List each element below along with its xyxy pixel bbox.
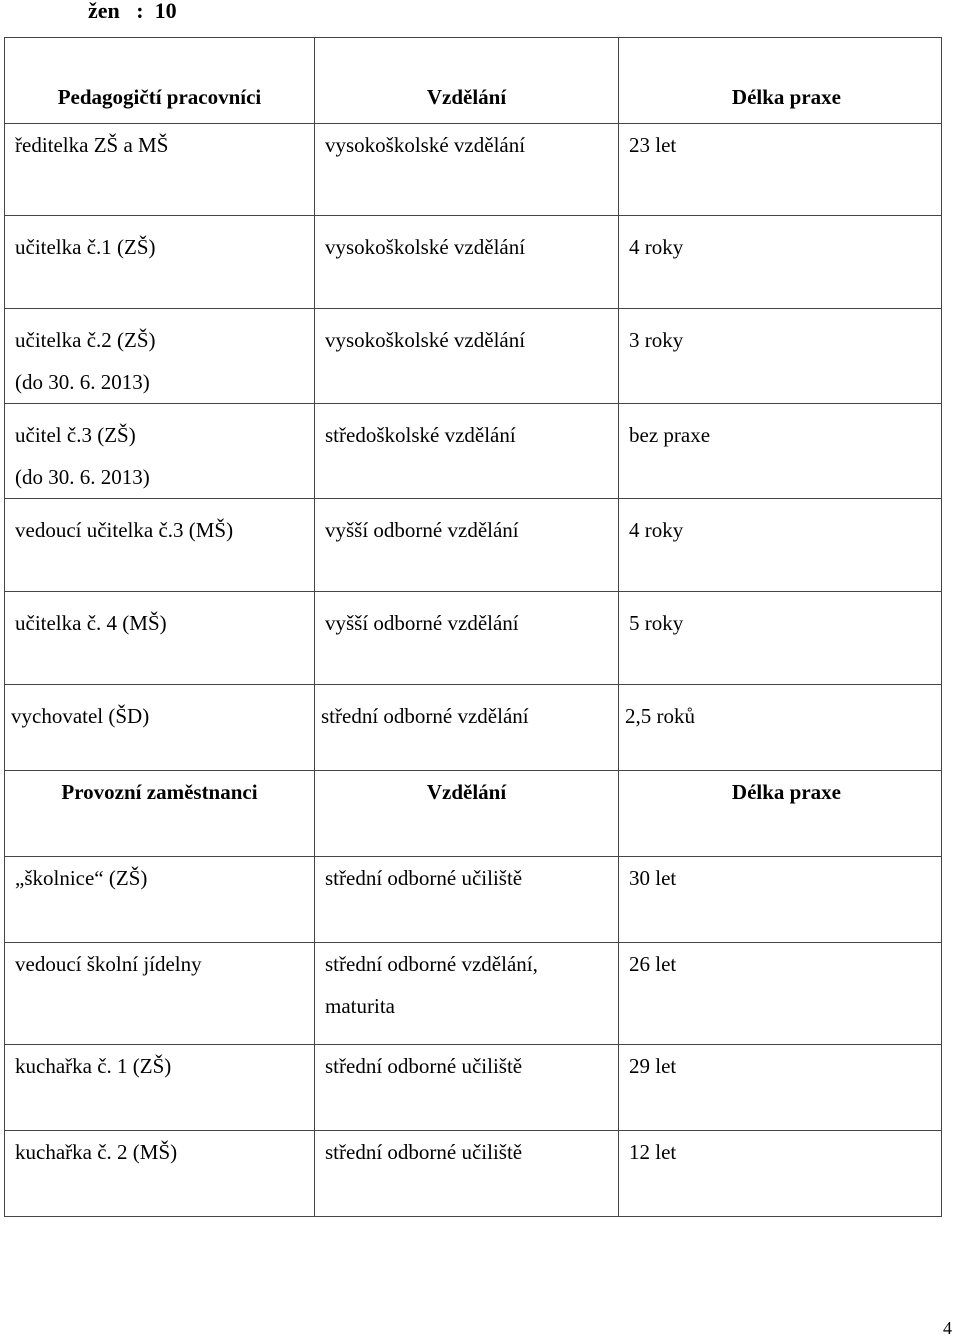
name-cell: vychovatel (ŠD) (5, 685, 315, 771)
practice-cell: 29 let (619, 1045, 942, 1131)
name-cell: učitelka č.2 (ZŠ) (do 30. 6. 2013) (5, 309, 315, 404)
staff-table (4, 37, 942, 1217)
table-row (5, 592, 942, 685)
table-row (5, 216, 942, 309)
table-row (5, 404, 942, 499)
table-header-row (5, 38, 942, 124)
practice-cell: 26 let (619, 943, 942, 1045)
name-cell: vedoucí učitelka č.3 (MŠ) (5, 499, 315, 592)
table-row (5, 124, 942, 216)
header-cell: Délka praxe (619, 38, 942, 124)
name-cell: kuchařka č. 1 (ZŠ) (5, 1045, 315, 1131)
name-cell: „školnice“ (ZŠ) (5, 857, 315, 943)
section-heading: žen : 10 (88, 0, 177, 23)
practice-cell: 30 let (619, 857, 942, 943)
table-row (5, 309, 942, 404)
education-cell: vysokoškolské vzdělání (315, 124, 619, 216)
name-cell: kuchařka č. 2 (MŠ) (5, 1131, 315, 1217)
table-row (5, 1131, 942, 1217)
practice-cell: 4 roky (619, 499, 942, 592)
practice-cell: 2,5 roků (619, 685, 942, 771)
name-cell: učitelka č. 4 (MŠ) (5, 592, 315, 685)
education-line: střední odborné vzdělání, (325, 952, 538, 976)
header-cell: Pedagogičtí pracovníci (5, 38, 315, 124)
education-cell: vyšší odborné vzdělání (315, 592, 619, 685)
table-header-row (5, 771, 942, 857)
table-row (5, 685, 942, 771)
page-number: 4 (943, 1318, 952, 1338)
education-cell: střední odborné učiliště (315, 1131, 619, 1217)
name-cell: učitelka č.1 (ZŠ) (5, 216, 315, 309)
education-cell: vysokoškolské vzdělání (315, 309, 619, 404)
education-cell: střední odborné vzdělání (315, 685, 619, 771)
practice-cell: 5 roky (619, 592, 942, 685)
table-row (5, 1045, 942, 1131)
education-cell: střední odborné učiliště (315, 1045, 619, 1131)
name-cell: ředitelka ZŠ a MŠ (5, 124, 315, 216)
education-cell: střední odborné učiliště (315, 857, 619, 943)
practice-cell: bez praxe (619, 404, 942, 499)
name-cell: vedoucí školní jídelny (5, 943, 315, 1045)
education-cell: vysokoškolské vzdělání (315, 216, 619, 309)
name-cell: učitel č.3 (ZŠ) (do 30. 6. 2013) (5, 404, 315, 499)
header-cell: Délka praxe (619, 771, 942, 857)
practice-cell: 4 roky (619, 216, 942, 309)
practice-cell: 12 let (619, 1131, 942, 1217)
header-cell: Vzdělání (315, 771, 619, 857)
education-cell: střední odborné vzdělání, maturita (315, 943, 619, 1045)
table-row (5, 943, 942, 1045)
header-cell: Provozní zaměstnanci (5, 771, 315, 857)
education-cell: středoškolské vzdělání (315, 404, 619, 499)
practice-cell: 3 roky (619, 309, 942, 404)
table-row (5, 499, 942, 592)
table-row (5, 857, 942, 943)
education-cell: vyšší odborné vzdělání (315, 499, 619, 592)
practice-cell: 23 let (619, 124, 942, 216)
header-cell: Vzdělání (315, 38, 619, 124)
